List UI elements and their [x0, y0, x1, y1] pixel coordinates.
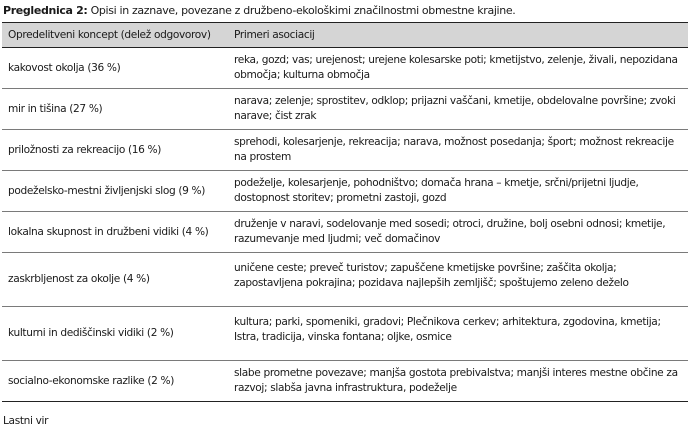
associations-cell: sprehodi, kolesarjenje, rekreacija; narava, možnost posedanja; šport; možnost rekreacije na prostem [228, 130, 688, 171]
table-row [2, 361, 688, 402]
caption-label: Preglednica 2: [3, 4, 88, 17]
table-header-row [2, 23, 688, 48]
table-row [2, 130, 688, 171]
table-row [2, 307, 688, 361]
concept-cell: priložnosti za rekreacijo (16 %) [2, 130, 228, 171]
table-row [2, 171, 688, 212]
associations-cell: narava; zelenje; sprostitev, odklop; prijazni vaščani, kmetije, obdelovalne površine; zvoki narave; čist zrak [228, 89, 688, 130]
associations-cell: druženje v naravi, sodelovanje med sosedi; otroci, družine, bolj osebni odnosi; kmetije, razumevanje med ljudmi; več domačinov [228, 212, 688, 253]
concept-cell: socialno-ekonomske razlike (2 %) [2, 361, 228, 402]
associations-table [2, 22, 688, 402]
table-row [2, 48, 688, 89]
table-row [2, 89, 688, 130]
source-note: Lastni vir [3, 415, 49, 427]
associations-cell: podeželje, kolesarjenje, pohodništvo; domača hrana – kmetje, srčni/prijetni ljudje, dostopnost storitev; prometni zastoji, gozd [228, 171, 688, 212]
header-concept: Opredelitveni koncept (delež odgovorov) [2, 23, 228, 48]
table-row [2, 253, 688, 307]
caption-text: Opisi in zaznave, povezane z družbeno-ekološkimi značilnostmi obmestne krajine. [87, 4, 516, 17]
concept-cell: podeželsko-mestni življenjski slog (9 %) [2, 171, 228, 212]
associations-cell: slabe prometne povezave; manjša gostota prebivalstva; manjši interes mestne občine za razvoj; slabša javna infrastruktura, podeželje [228, 361, 688, 402]
table-row [2, 212, 688, 253]
concept-cell: lokalna skupnost in družbeni vidiki (4 %) [2, 212, 228, 253]
associations-cell: reka, gozd; vas; urejenost; urejene kolesarske poti; kmetijstvo, zelenje, živali, nepozidana območja; kulturna območja [228, 48, 688, 89]
concept-cell: mir in tišina (27 %) [2, 89, 228, 130]
concept-cell: zaskrbljenost za okolje (4 %) [2, 253, 228, 307]
table-caption [3, 4, 515, 17]
concept-cell: kakovost okolja (36 %) [2, 48, 228, 89]
header-associations: Primeri asociacij [228, 23, 688, 48]
associations-cell: kultura; parki, spomeniki, gradovi; Plečnikova cerkev; arhitektura, zgodovina, kmetija; Istra, tradicija, vinska fontana; oljke, osmice [228, 307, 688, 361]
associations-cell: uničene ceste; preveč turistov; zapuščene kmetijske površine; zaščita okolja; zapostavljena pokrajina; pozidava najlepših zemljišč; spoštujemo zeleno deželo [228, 253, 688, 307]
concept-cell: kulturni in dediščinski vidiki (2 %) [2, 307, 228, 361]
